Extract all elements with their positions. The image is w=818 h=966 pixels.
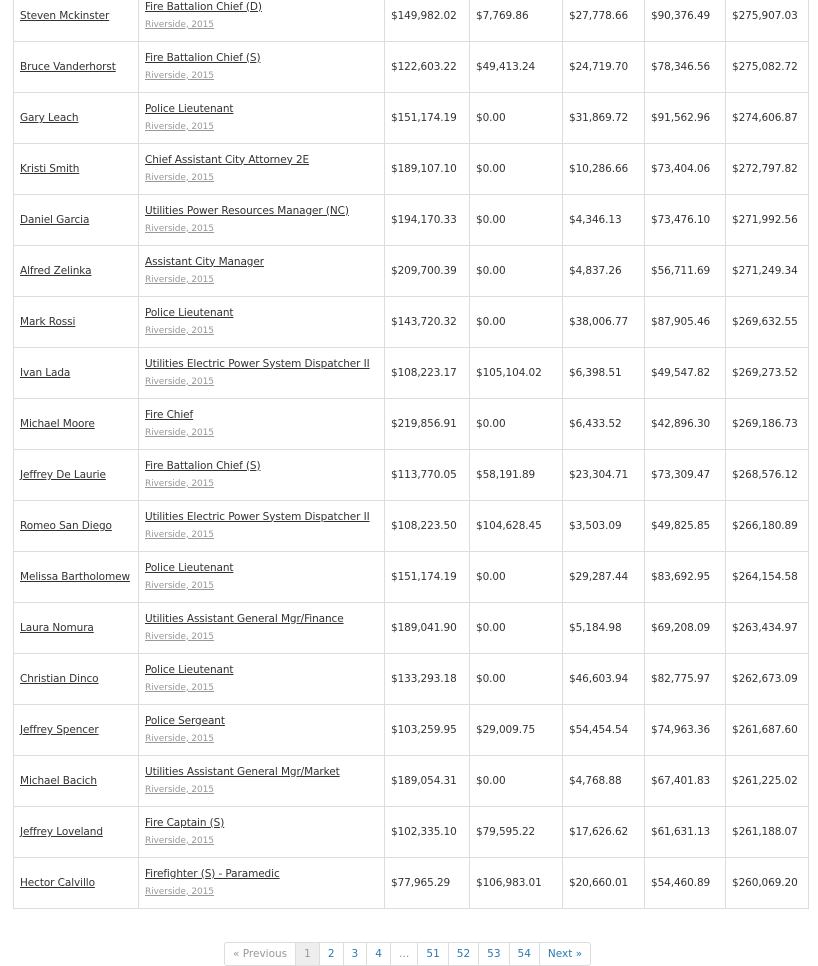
total-pay-cell: $275,907.03: [726, 0, 809, 42]
job-title-link[interactable]: Police Lieutenant: [145, 102, 234, 115]
overtime-pay-cell: $104,628.45: [470, 501, 563, 552]
total-pay-cell: $261,225.02: [726, 756, 809, 807]
table-row: [14, 552, 809, 603]
name-cell: [14, 399, 139, 450]
other-pay-cell: $3,503.09: [563, 501, 645, 552]
table-row: [14, 705, 809, 756]
job-title-link[interactable]: Fire Chief: [145, 408, 194, 421]
page-2-button[interactable]: 2: [319, 943, 343, 965]
benefits-cell: $73,476.10: [645, 195, 726, 246]
benefits-cell: $56,711.69: [645, 246, 726, 297]
overtime-pay-cell: $0.00: [470, 195, 563, 246]
table-row: [14, 195, 809, 246]
benefits-cell: $87,905.46: [645, 297, 726, 348]
regular-pay-cell: $149,982.02: [385, 0, 470, 42]
table-row: [14, 858, 809, 909]
overtime-pay-cell: $49,413.24: [470, 42, 563, 93]
job-cell: [139, 501, 385, 552]
employee-name-link[interactable]: Jeffrey Spencer: [20, 724, 99, 736]
agency-year-link[interactable]: Riverside, 2015: [145, 682, 214, 693]
benefits-cell: $61,631.13: [645, 807, 726, 858]
other-pay-cell: $38,006.77: [563, 297, 645, 348]
other-pay-cell: $24,719.70: [563, 42, 645, 93]
total-pay-cell: $269,273.52: [726, 348, 809, 399]
total-pay-cell: $260,069.20: [726, 858, 809, 909]
job-title-link[interactable]: Police Lieutenant: [145, 306, 234, 319]
name-cell: [14, 42, 139, 93]
employee-name-link[interactable]: Hector Calvillo: [20, 877, 95, 889]
job-cell: [139, 42, 385, 93]
overtime-pay-cell: $58,191.89: [470, 450, 563, 501]
other-pay-cell: $20,660.01: [563, 858, 645, 909]
total-pay-cell: $266,180.89: [726, 501, 809, 552]
employee-name-link[interactable]: Michael Bacich: [20, 775, 97, 787]
agency-year-link[interactable]: Riverside, 2015: [145, 70, 214, 81]
page-52-button[interactable]: 52: [448, 943, 478, 965]
employee-name-link[interactable]: Steven Mckinster: [20, 10, 110, 22]
job-title-link[interactable]: Chief Assistant City Attorney 2E: [145, 153, 310, 166]
name-cell: [14, 501, 139, 552]
employee-name-link[interactable]: Gary Leach: [20, 112, 79, 124]
name-cell: [14, 756, 139, 807]
benefits-cell: $67,401.83: [645, 756, 726, 807]
agency-year-link[interactable]: Riverside, 2015: [145, 886, 214, 897]
overtime-pay-cell: $0.00: [470, 93, 563, 144]
agency-year-link[interactable]: Riverside, 2015: [145, 427, 214, 438]
regular-pay-cell: $219,856.91: [385, 399, 470, 450]
overtime-pay-cell: $106,983.01: [470, 858, 563, 909]
other-pay-cell: $4,346.13: [563, 195, 645, 246]
job-cell: [139, 144, 385, 195]
benefits-cell: $78,346.56: [645, 42, 726, 93]
benefits-cell: $42,896.30: [645, 399, 726, 450]
job-cell: [139, 603, 385, 654]
other-pay-cell: $54,454.54: [563, 705, 645, 756]
employee-name-link[interactable]: Romeo San Diego: [20, 520, 112, 532]
agency-year-link[interactable]: Riverside, 2015: [145, 121, 214, 132]
regular-pay-cell: $194,170.33: [385, 195, 470, 246]
job-title-link[interactable]: Utilities Power Resources Manager (NC): [145, 204, 349, 217]
total-pay-cell: $262,673.09: [726, 654, 809, 705]
name-cell: [14, 93, 139, 144]
other-pay-cell: $5,184.98: [563, 603, 645, 654]
other-pay-cell: $31,869.72: [563, 93, 645, 144]
job-title-link[interactable]: Police Lieutenant: [145, 663, 234, 676]
table-row: [14, 0, 809, 42]
employee-name-link[interactable]: Daniel Garcia: [20, 214, 90, 226]
name-cell: [14, 195, 139, 246]
job-title-link[interactable]: Utilities Electric Power System Dispatcher II: [145, 357, 370, 370]
table-row: [14, 93, 809, 144]
regular-pay-cell: $151,174.19: [385, 552, 470, 603]
job-cell: [139, 552, 385, 603]
previous-page-button[interactable]: « Previous: [233, 948, 288, 960]
agency-year-link[interactable]: Riverside, 2015: [145, 478, 214, 489]
other-pay-cell: $4,837.26: [563, 246, 645, 297]
page-53-button[interactable]: 53: [478, 943, 508, 965]
overtime-pay-cell: $0.00: [470, 654, 563, 705]
job-cell: [139, 195, 385, 246]
other-pay-cell: $17,626.62: [563, 807, 645, 858]
overtime-pay-cell: $0.00: [470, 603, 563, 654]
overtime-pay-cell: $7,769.86: [470, 0, 563, 42]
benefits-cell: $54,460.89: [645, 858, 726, 909]
job-cell: [139, 450, 385, 501]
table-row: [14, 42, 809, 93]
employee-name-link[interactable]: Jeffrey De Laurie: [20, 469, 106, 481]
total-pay-cell: $269,186.73: [726, 399, 809, 450]
employee-name-link[interactable]: Bruce Vanderhorst: [20, 61, 116, 73]
job-title-link[interactable]: Fire Battalion Chief (S): [145, 51, 261, 64]
overtime-pay-cell: $0.00: [470, 399, 563, 450]
total-pay-cell: $264,154.58: [726, 552, 809, 603]
table-row: [14, 450, 809, 501]
page-3-button[interactable]: 3: [343, 943, 367, 965]
table-row: [14, 246, 809, 297]
job-cell: [139, 0, 385, 42]
overtime-pay-cell: $0.00: [470, 144, 563, 195]
benefits-cell: $74,963.36: [645, 705, 726, 756]
table-row: [14, 654, 809, 705]
next-page-button[interactable]: Next »: [539, 943, 590, 965]
employee-name-link[interactable]: Laura Nomura: [20, 622, 94, 634]
regular-pay-cell: $113,770.05: [385, 450, 470, 501]
regular-pay-cell: $77,965.29: [385, 858, 470, 909]
job-cell: [139, 654, 385, 705]
job-title-link[interactable]: Fire Battalion Chief (S): [145, 459, 261, 472]
employee-name-link[interactable]: Mark Rossi: [20, 316, 76, 328]
total-pay-cell: $271,249.34: [726, 246, 809, 297]
pagination: [224, 942, 591, 966]
other-pay-cell: $27,778.66: [563, 0, 645, 42]
overtime-pay-cell: $105,104.02: [470, 348, 563, 399]
overtime-pay-cell: $0.00: [470, 297, 563, 348]
job-cell: [139, 756, 385, 807]
other-pay-cell: $46,603.94: [563, 654, 645, 705]
benefits-cell: $83,692.95: [645, 552, 726, 603]
name-cell: [14, 654, 139, 705]
other-pay-cell: $23,304.71: [563, 450, 645, 501]
agency-year-link[interactable]: Riverside, 2015: [145, 529, 214, 540]
table-row: [14, 603, 809, 654]
employee-name-link[interactable]: Melissa Bartholomew: [20, 571, 130, 583]
regular-pay-cell: $189,041.90: [385, 603, 470, 654]
job-title-link[interactable]: Utilities Electric Power System Dispatcher II: [145, 510, 370, 523]
total-pay-cell: $272,797.82: [726, 144, 809, 195]
overtime-pay-cell: $29,009.75: [470, 705, 563, 756]
total-pay-cell: $274,606.87: [726, 93, 809, 144]
job-title-link[interactable]: Police Lieutenant: [145, 561, 234, 574]
job-title-link[interactable]: Fire Battalion Chief (D): [145, 0, 262, 13]
other-pay-cell: $6,433.52: [563, 399, 645, 450]
other-pay-cell: $4,768.88: [563, 756, 645, 807]
employee-name-link[interactable]: Alfred Zelinka: [20, 265, 92, 277]
total-pay-cell: $268,576.12: [726, 450, 809, 501]
name-cell: [14, 603, 139, 654]
total-pay-cell: $275,082.72: [726, 42, 809, 93]
job-title-link[interactable]: Assistant City Manager: [145, 255, 264, 268]
benefits-cell: $49,825.85: [645, 501, 726, 552]
regular-pay-cell: $133,293.18: [385, 654, 470, 705]
salary-table: [13, 0, 809, 909]
employee-name-link[interactable]: Christian Dinco: [20, 673, 99, 685]
other-pay-cell: $10,286.66: [563, 144, 645, 195]
name-cell: [14, 705, 139, 756]
job-title-link[interactable]: Utilities Assistant General Mgr/Finance: [145, 612, 344, 625]
name-cell: [14, 552, 139, 603]
benefits-cell: $49,547.82: [645, 348, 726, 399]
agency-year-link[interactable]: Riverside, 2015: [145, 835, 214, 846]
table-row: [14, 297, 809, 348]
total-pay-cell: $261,188.07: [726, 807, 809, 858]
benefits-cell: $69,208.09: [645, 603, 726, 654]
name-cell: [14, 144, 139, 195]
other-pay-cell: $6,398.51: [563, 348, 645, 399]
regular-pay-cell: $189,107.10: [385, 144, 470, 195]
regular-pay-cell: $108,223.17: [385, 348, 470, 399]
job-cell: [139, 246, 385, 297]
overtime-pay-cell: $0.00: [470, 246, 563, 297]
name-cell: [14, 246, 139, 297]
page-1-button[interactable]: 1: [295, 943, 319, 965]
agency-year-link[interactable]: Riverside, 2015: [145, 223, 214, 234]
benefits-cell: $73,309.47: [645, 450, 726, 501]
page-4-button[interactable]: 4: [366, 943, 390, 965]
table-row: [14, 501, 809, 552]
employee-name-link[interactable]: Ivan Lada: [20, 367, 71, 379]
regular-pay-cell: $122,603.22: [385, 42, 470, 93]
total-pay-cell: $263,434.97: [726, 603, 809, 654]
benefits-cell: $82,775.97: [645, 654, 726, 705]
agency-year-link[interactable]: Riverside, 2015: [145, 733, 214, 744]
table-row: [14, 348, 809, 399]
job-cell: [139, 705, 385, 756]
job-cell: [139, 348, 385, 399]
regular-pay-cell: $189,054.31: [385, 756, 470, 807]
benefits-cell: $91,562.96: [645, 93, 726, 144]
table-row: [14, 144, 809, 195]
job-cell: [139, 858, 385, 909]
regular-pay-cell: $108,223.50: [385, 501, 470, 552]
name-cell: [14, 450, 139, 501]
overtime-pay-cell: $79,595.22: [470, 807, 563, 858]
regular-pay-cell: $151,174.19: [385, 93, 470, 144]
job-cell: [139, 297, 385, 348]
total-pay-cell: $271,992.56: [726, 195, 809, 246]
job-title-link[interactable]: Utilities Assistant General Mgr/Market: [145, 765, 340, 778]
job-cell: [139, 93, 385, 144]
job-cell: [139, 807, 385, 858]
total-pay-cell: $261,687.60: [726, 705, 809, 756]
agency-year-link[interactable]: Riverside, 2015: [145, 784, 214, 795]
job-title-link[interactable]: Police Sergeant: [145, 714, 225, 727]
table-row: [14, 399, 809, 450]
employee-name-link[interactable]: Jeffrey Loveland: [20, 826, 103, 838]
table-row: [14, 756, 809, 807]
job-title-link[interactable]: Firefighter (S) - Paramedic: [145, 867, 280, 880]
pagination-ellipsis: …: [390, 943, 418, 965]
agency-year-link[interactable]: Riverside, 2015: [145, 19, 214, 30]
overtime-pay-cell: $0.00: [470, 756, 563, 807]
name-cell: [14, 0, 139, 42]
regular-pay-cell: $209,700.39: [385, 246, 470, 297]
agency-year-link[interactable]: Riverside, 2015: [145, 631, 214, 642]
page-54-button[interactable]: 54: [509, 943, 539, 965]
name-cell: [14, 858, 139, 909]
overtime-pay-cell: $0.00: [470, 552, 563, 603]
employee-name-link[interactable]: Michael Moore: [20, 418, 95, 430]
agency-year-link[interactable]: Riverside, 2015: [145, 376, 214, 387]
employee-name-link[interactable]: Kristi Smith: [20, 163, 80, 175]
total-pay-cell: $269,632.55: [726, 297, 809, 348]
job-cell: [139, 399, 385, 450]
agency-year-link[interactable]: Riverside, 2015: [145, 325, 214, 336]
table-row: [14, 807, 809, 858]
other-pay-cell: $29,287.44: [563, 552, 645, 603]
job-title-link[interactable]: Fire Captain (S): [145, 816, 225, 829]
benefits-cell: $90,376.49: [645, 0, 726, 42]
regular-pay-cell: $103,259.95: [385, 705, 470, 756]
name-cell: [14, 807, 139, 858]
agency-year-link[interactable]: Riverside, 2015: [145, 580, 214, 591]
agency-year-link[interactable]: Riverside, 2015: [145, 172, 214, 183]
agency-year-link[interactable]: Riverside, 2015: [145, 274, 214, 285]
benefits-cell: $73,404.06: [645, 144, 726, 195]
name-cell: [14, 297, 139, 348]
regular-pay-cell: $102,335.10: [385, 807, 470, 858]
name-cell: [14, 348, 139, 399]
page-51-button[interactable]: 51: [417, 943, 447, 965]
regular-pay-cell: $143,720.32: [385, 297, 470, 348]
